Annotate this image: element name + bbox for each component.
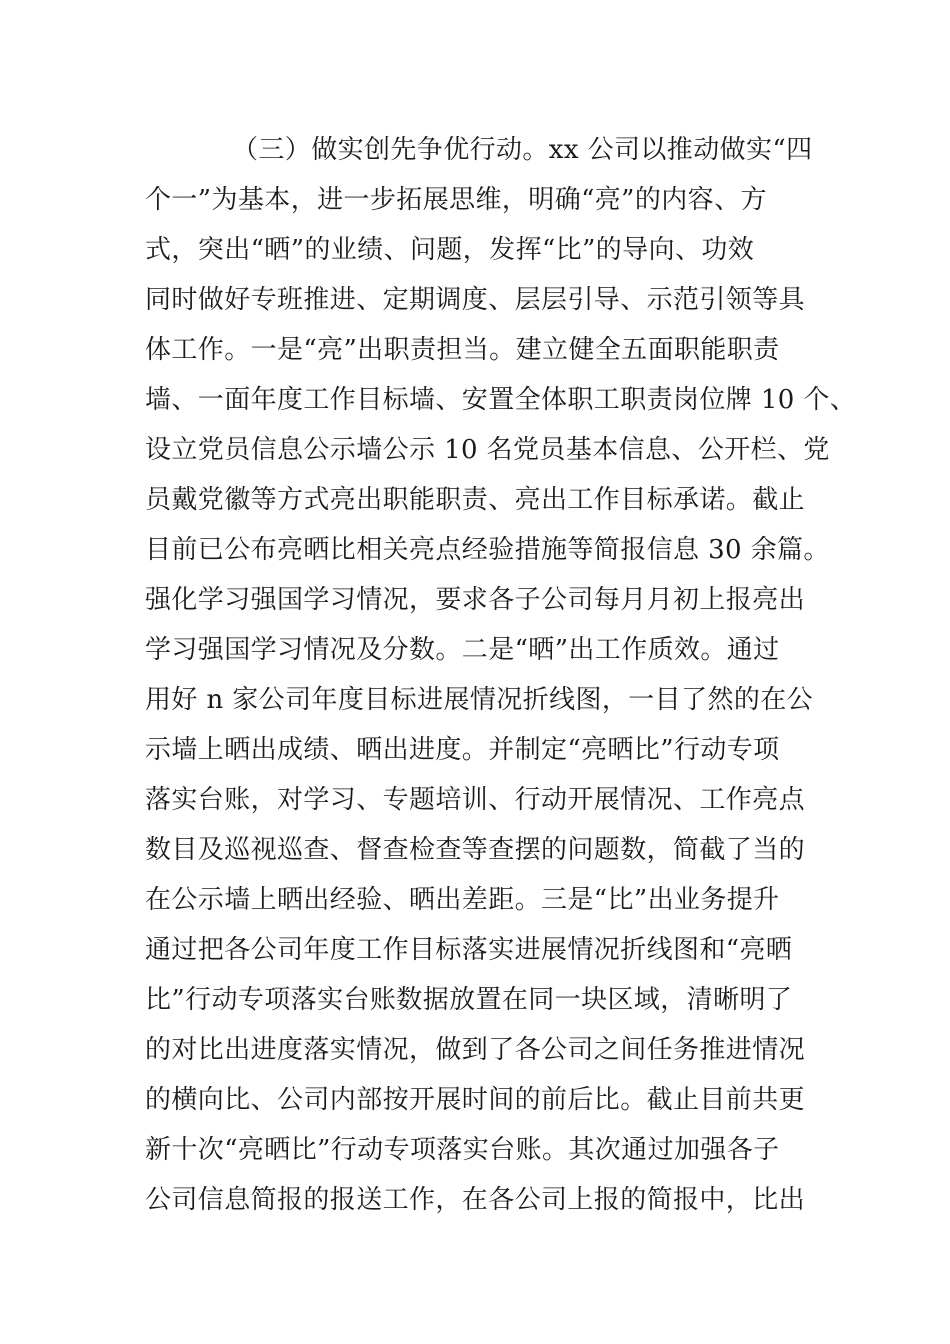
paragraph-line-20: 的横向比、公司内部按开展时间的前后比。截止目前共更 — [145, 1085, 806, 1115]
paragraph-line-3: 式，突出“晒”的业绩、问题，发挥“比”的导向、功效 — [145, 235, 755, 265]
paragraph-line-4: 同时做好专班推进、定期调度、层层引导、示范引领等具 — [145, 285, 806, 315]
paragraph-line-1: （三）做实创先争优行动。xx 公司以推动做实“四 — [232, 135, 813, 165]
paragraph-line-8: 员戴党徽等方式亮出职能职责、亮出工作目标承诺。截止 — [145, 485, 806, 515]
paragraph-line-6: 墙、一面年度工作目标墙、安置全体职工职责岗位牌 10 个、 — [145, 385, 857, 415]
paragraph-line-21: 新十次“亮晒比”行动专项落实台账。其次通过加强各子 — [145, 1135, 780, 1165]
paragraph-line-22: 公司信息简报的报送工作，在各公司上报的简报中，比出 — [145, 1185, 806, 1215]
paragraph-line-19: 的对比出进度落实情况，做到了各公司之间任务推进情况 — [145, 1035, 806, 1065]
paragraph-line-13: 示墙上晒出成绩、晒出进度。并制定“亮晒比”行动专项 — [145, 735, 780, 765]
paragraph-line-14: 落实台账，对学习、专题培训、行动开展情况、工作亮点 — [145, 785, 806, 815]
paragraph-line-18: 比”行动专项落实台账数据放置在同一块区域，清晰明了 — [145, 985, 793, 1015]
paragraph-line-9: 目前已公布亮晒比相关亮点经验措施等简报信息 30 余篇。 — [145, 535, 830, 565]
paragraph-line-15: 数目及巡视巡查、督查检查等查摆的问题数，简截了当的 — [145, 835, 806, 865]
paragraph-line-5: 体工作。一是“亮”出职责担当。建立健全五面职能职责 — [145, 335, 780, 365]
paragraph-line-7: 设立党员信息公示墙公示 10 名党员基本信息、公开栏、党 — [145, 435, 830, 465]
paragraph-line-17: 通过把各公司年度工作目标落实进展情况折线图和“亮晒 — [145, 935, 793, 965]
paragraph-line-16: 在公示墙上晒出经验、晒出差距。三是“比”出业务提升 — [145, 885, 780, 915]
paragraph-line-2: 个一”为基本，进一步拓展思维，明确“亮”的内容、方 — [145, 185, 767, 215]
paragraph-line-12: 用好 n 家公司年度目标进展情况折线图，一目了然的在公 — [145, 685, 814, 715]
paragraph-line-11: 学习强国学习情况及分数。二是“晒”出工作质效。通过 — [145, 635, 780, 665]
paragraph-line-10: 强化学习强国学习情况，要求各子公司每月月初上报亮出 — [145, 585, 806, 615]
